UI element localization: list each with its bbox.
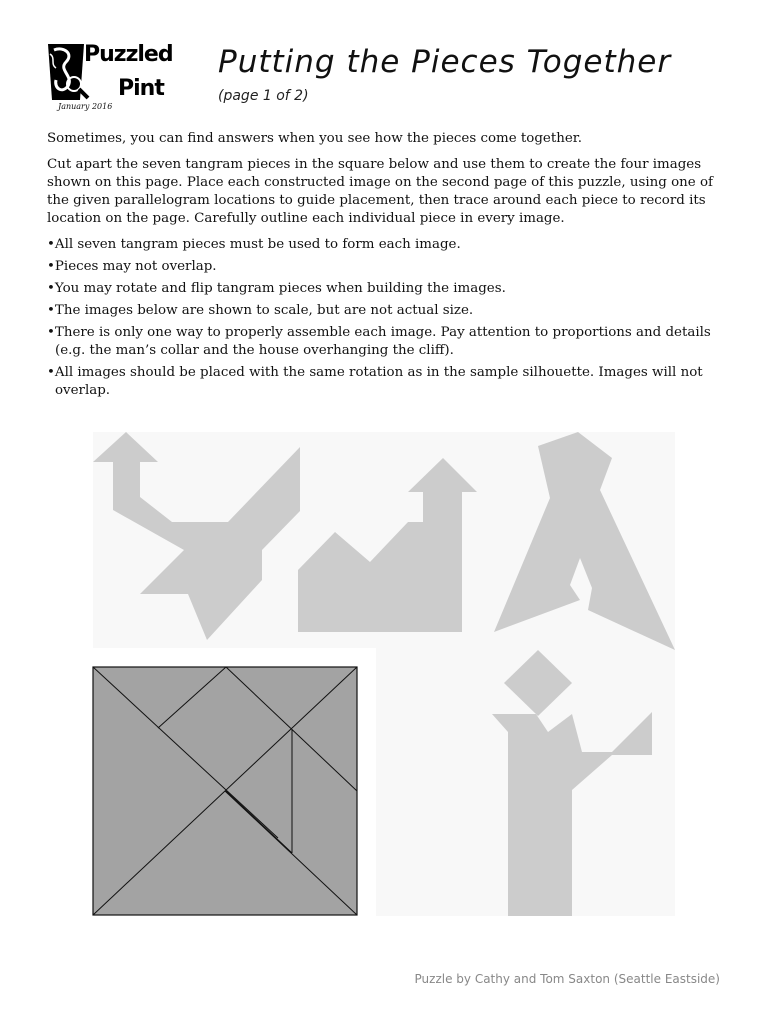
logo-date: January 2016 [58,102,113,111]
rule-item: • Pieces may not overlap. [47,258,727,276]
page-title: Putting the Pieces Together [218,44,672,80]
page-subtitle: (page 1 of 2) [218,88,309,104]
logo-word-pint: Pint [118,76,164,101]
rule-item: • You may rotate and flip tangram pieces when building the images. [47,280,727,298]
rule-item: • There is only one way to properly assemble each image. Pay attention to proportions and details (e.g. the man’s collar and the house overhanging the cliff). [47,324,727,360]
intro-paragraph-1: Sometimes, you can find answers when you see how the pieces come together. [47,131,582,146]
rule-item: • All seven tangram pieces must be used to form each image. [47,236,727,254]
tangram-square [93,667,357,915]
rule-item: • All images should be placed with the same rotation as in the sample silhouette. Images will not overlap. [47,364,727,400]
footer-credit: Puzzle by Cathy and Tom Saxton (Seattle Eastside) [414,972,720,986]
rule-item: • The images below are shown to scale, but are not actual size. [47,302,727,320]
intro-paragraph-2: Cut apart the seven tangram pieces in the square below and use them to create the four images shown on this page. Place each constructed image on the second page of this puzzle, using one of the given parallelogram locations to guide placement, then trace around each piece to record its location on the page. Carefully outline each individual piece in every image. [47,157,713,226]
logo-word-puzzled: Puzzled [84,42,173,67]
